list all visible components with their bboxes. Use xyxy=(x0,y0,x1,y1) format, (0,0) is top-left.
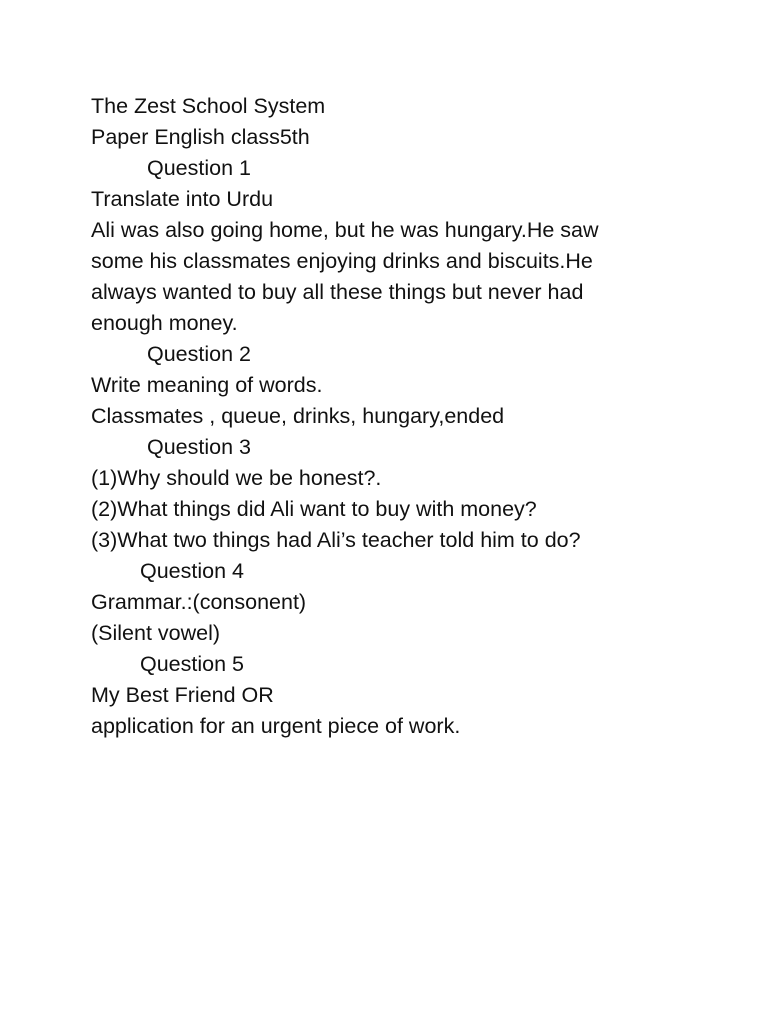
question-item: (2)What things did Ali want to buy with money? xyxy=(91,497,537,521)
grammar-line: (Silent vowel) xyxy=(91,621,221,645)
document-body xyxy=(91,91,711,742)
question-2-heading: Question 2 xyxy=(147,342,251,366)
question-item: (1)Why should we be honest?. xyxy=(91,466,382,490)
question-3-heading: Question 3 xyxy=(147,435,251,459)
question-5-heading: Question 5 xyxy=(140,652,244,676)
passage-line: some his classmates enjoying drinks and biscuits.He xyxy=(91,249,593,273)
question-2-instruction: Write meaning of words. xyxy=(91,373,323,397)
paper-title: Paper English class5th xyxy=(91,125,310,149)
essay-option: My Best Friend OR xyxy=(91,683,274,707)
essay-option: application for an urgent piece of work. xyxy=(91,714,461,738)
question-4-heading: Question 4 xyxy=(140,559,244,583)
passage-line: Ali was also going home, but he was hungary.He saw xyxy=(91,218,599,242)
passage-line: enough money. xyxy=(91,311,238,335)
passage-line: always wanted to buy all these things but never had xyxy=(91,280,584,304)
question-1-heading: Question 1 xyxy=(147,156,251,180)
vocabulary-words: Classmates , queue, drinks, hungary,ended xyxy=(91,404,505,428)
question-item: (3)What two things had Ali’s teacher told him to do? xyxy=(91,528,581,552)
grammar-line: Grammar.:(consonent) xyxy=(91,590,307,614)
question-1-instruction: Translate into Urdu xyxy=(91,187,274,211)
school-name: The Zest School System xyxy=(91,94,326,118)
